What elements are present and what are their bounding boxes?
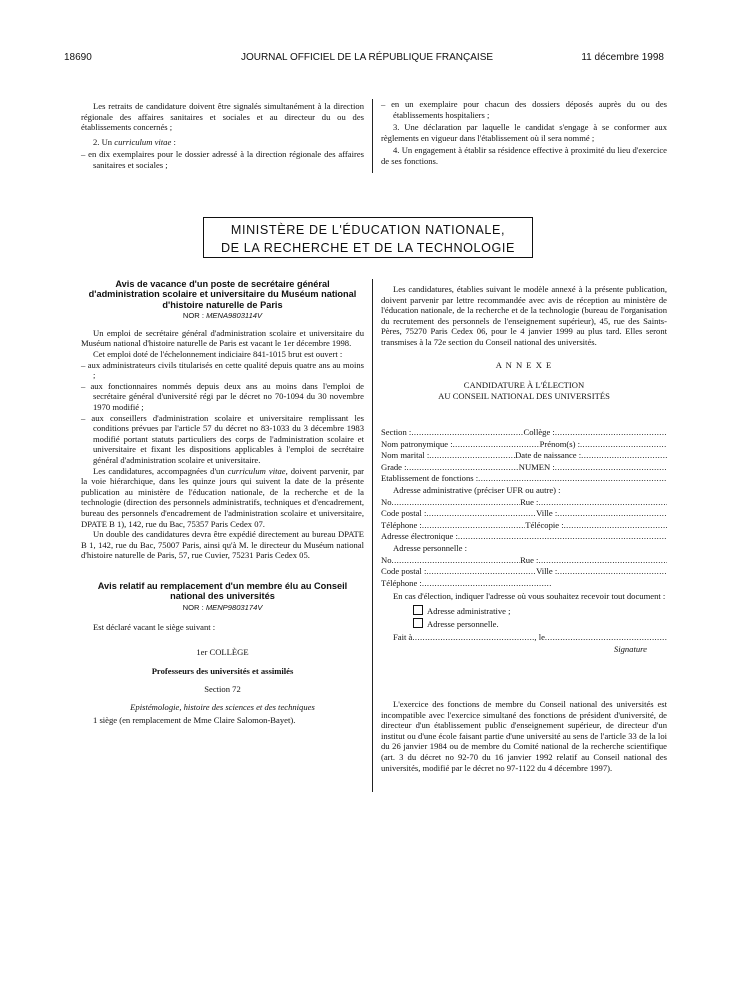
paragraph: – aux conseillers d'administration scolaire et universitaire remplissant les conditions prévues par l'article 57 du décret no 83-1033 du 3 décembre 1983 modifié portant statuts particuliers des corps de l'administration scolaire et universitaire et fixant les dispositions applicables à l'emploi de secrétaire général d'administration scolaire et universitaire.: [81, 412, 364, 465]
closing-paragraph-block: [381, 699, 667, 773]
paragraph: 1 siège (en remplacement de Mme Claire Salomon-Bayet).: [93, 715, 296, 726]
nor-reference: [81, 603, 364, 614]
fill-line[interactable]: [407, 462, 519, 474]
checkbox-icon[interactable]: [413, 618, 423, 628]
column-divider: [372, 99, 373, 173]
field-label: Téléphone :: [381, 577, 422, 588]
field-label: Adresse administrative (préciser UFR ou autre) :: [393, 484, 561, 495]
paragraph: – aux fonctionnaires nommés depuis deux ans au moins dans l'emploi de secrétaire général d'université régi par le décret no 70-1094 du 30 novembre 1970 modifié ;: [81, 380, 364, 412]
form-row: [381, 566, 667, 578]
top-right-column: [381, 99, 667, 167]
field-label: Prénom(s) :: [539, 438, 580, 449]
form-row: [381, 520, 667, 532]
field-label: Section :: [381, 427, 412, 437]
ministry-line: MINISTÈRE DE L'ÉDUCATION NATIONALE,: [230, 223, 506, 237]
journal-title: JOURNAL OFFICIEL DE LA RÉPUBLIQUE FRANÇAISE: [240, 52, 494, 63]
nor-reference: [81, 311, 364, 322]
field-label: Etablissement de fonctions :: [381, 473, 479, 484]
application-form: [381, 427, 667, 655]
field-label: Adresse personnelle :: [393, 542, 467, 553]
text: Les candidatures, accompagnées d'un: [93, 465, 228, 476]
paragraph: Un double des candidatures devra être expédié directement au bureau DPATE B 1, 142, rue du Bac, 75007 Paris, ainsi qu'à M. le directeur du Muséum national d'histoire naturelle de Paris, 57, rue Cuvier, 75231 Paris Cedex 05.: [81, 529, 364, 561]
left-column: [81, 279, 364, 726]
column-divider: [372, 279, 373, 792]
field-label: Télécopie :: [525, 519, 564, 530]
discipline-heading: Epistémologie, histoire des sciences et des techniques: [130, 701, 315, 712]
text: 2. Un: [93, 136, 115, 147]
fill-line[interactable]: [564, 520, 667, 532]
paragraph: – aux administrateurs civils titularisés en cette qualité depuis quatre ans au moins ;: [81, 359, 364, 381]
paragraph: Un emploi de secrétaire général d'administration scolaire et universitaire du Muséum national d'histoire naturelle de Paris est vacant le 1er décembre 1998.: [81, 327, 364, 349]
form-row: [381, 531, 667, 543]
top-left-column: [81, 101, 364, 171]
field-label: No: [381, 554, 392, 565]
option-label: Adresse administrative ;: [427, 605, 511, 616]
candidature-heading: CANDIDATURE À L'ÉLECTION: [463, 380, 585, 391]
paragraph: [81, 137, 364, 148]
text: MENA9803114V: [206, 311, 263, 321]
text: NOR :: [182, 311, 207, 321]
signature-label: Signature: [613, 643, 647, 654]
fill-line[interactable]: [426, 508, 536, 520]
paragraph: L'exercice des fonctions de membre du Conseil national des universités est incompatible avec l'exercice simultané des fonctions de président d'université, de directeur d'un établissement public d'enseignement supérieur, de directeur d'un institut ou d'une école faisant partie d'une université au sens de l'article 33 de la loi du 26 janvier 1984 ou de membre du Comité national de la recherche scientifique (art. 3 du décret no 92-70 du 16 janvier 1992 relatif au Conseil national des universités, modifié par le décret no 97-1122 du 4 décembre 1997).: [381, 699, 667, 773]
field-label: Fait à: [393, 632, 413, 643]
fill-line[interactable]: [555, 427, 667, 439]
text: curriculum vitae: [114, 136, 172, 147]
field-label: Nom patronymique :: [381, 438, 453, 449]
paragraph: 4. Un engagement à établir sa résidence effective à proximité du lieu d'exercice de ses fonctions.: [381, 145, 667, 166]
annexe-heading: A N N E X E: [495, 359, 553, 370]
form-row: [381, 543, 667, 555]
field-label: Ville :: [536, 566, 558, 577]
fill-line[interactable]: [453, 439, 540, 451]
candidature-heading: AU CONSEIL NATIONAL DES UNIVERSITÉS: [438, 390, 610, 401]
text: :: [171, 136, 176, 147]
field-label: No: [381, 496, 392, 507]
option-label: Adresse personnelle.: [427, 618, 499, 629]
checkbox-icon[interactable]: [413, 605, 423, 615]
notice-title: Avis de vacance d'un poste de secrétaire général d'administration scolaire et universitaire du Muséum national d'histoire naturelle de Paris: [88, 279, 357, 310]
notice-title: Avis relatif au remplacement d'un membre élu au Conseil national des universités: [97, 580, 348, 602]
college-heading: 1er COLLÈGE: [196, 646, 249, 657]
paragraph: Est déclaré vacant le siège suivant :: [93, 622, 216, 633]
ministry-heading: [203, 217, 533, 258]
field-label: Code postal :: [381, 508, 427, 519]
text: curriculum vitae,: [227, 465, 288, 476]
paragraph: – en dix exemplaires pour le dossier adressé à la direction régionale des affaires sanitaires et sociales ;: [81, 149, 364, 170]
form-row: [381, 473, 667, 485]
field-label: Rue :: [520, 554, 539, 565]
field-label: Code postal :: [381, 566, 427, 577]
paragraph: Les candidatures, établies suivant le modèle annexé à la présente publication, doivent parvenir par lettre recommandée avec avis de réception au ministère de l'éducation nationale, de la recherche et de la technologie (bureau de l'organisation du recrutement des personnels de l'enseignement supérieur), 45, rue des Saints-Pères, 75270 Paris Cedex 06, pour le 4 janvier 1999 au plus tard. Elles seront transmises à la 72e section du Conseil national des universités.: [381, 284, 667, 347]
fill-line[interactable]: [580, 439, 667, 451]
field-label: NUMEN :: [518, 461, 555, 472]
fill-line[interactable]: [392, 555, 521, 567]
paragraph: En cas d'élection, indiquer l'adresse où vous souhaitez recevoir tout document :: [393, 591, 666, 602]
form-row: [381, 632, 667, 644]
paragraph: – en un exemplaire pour chacun des dossiers déposés auprès du ou des établissements hospitaliers ;: [381, 99, 667, 120]
fill-line[interactable]: [411, 427, 523, 439]
fill-line[interactable]: [538, 497, 667, 509]
paragraph: 3. Une déclaration par laquelle le candidat s'engage à se conformer aux règlements en vigueur dans l'établissement où il sera nommé ;: [381, 122, 667, 143]
form-row: [381, 485, 667, 497]
checkbox-option[interactable]: [381, 605, 667, 618]
paragraph: Les retraits de candidature doivent être signalés simultanément à la direction régionale des affaires sanitaires et sociales et au directeur du ou des établissements concernés ;: [81, 101, 364, 133]
text: MENP9803174V: [205, 602, 263, 612]
fill-line[interactable]: [426, 566, 536, 578]
fill-line[interactable]: [581, 450, 667, 462]
form-row: [381, 462, 667, 474]
fill-line[interactable]: [557, 508, 667, 520]
field-label: Ville :: [536, 508, 558, 519]
fill-line[interactable]: [412, 632, 534, 644]
fill-line[interactable]: [422, 578, 552, 590]
field-label: Collège :: [523, 427, 555, 437]
paragraph: Cet emploi doté de l'échelonnement indiciaire 841-1015 brut est ouvert :: [93, 349, 343, 359]
field-label: Date de naissance :: [515, 450, 582, 461]
text: doivent parvenir, par la voie hiérarchique, dans les quinze jours qui suivent la date de la présente publication au ministère de l'éducation nationale, de la recherche et de la technologie (direction des personnels administratifs, techniques et d'encadrement, bureau des personnels d'encadrement de l'administration scolaire et universitaire, DPATE B 1), 142, rue du Bac, 75357 Paris Cedex 07.: [81, 465, 365, 529]
field-label: Grade :: [381, 461, 407, 472]
form-row: [381, 439, 667, 451]
fill-line[interactable]: [422, 520, 525, 532]
fill-line[interactable]: [429, 450, 515, 462]
fill-line[interactable]: [392, 497, 521, 509]
field-label: Téléphone :: [381, 519, 422, 530]
fill-line[interactable]: [538, 555, 667, 567]
checkbox-option[interactable]: [381, 618, 667, 631]
ministry-line: DE LA RECHERCHE ET DE LA TECHNOLOGIE: [220, 241, 516, 255]
form-row: [381, 555, 667, 567]
page-number: 18690: [64, 52, 92, 63]
field-label: Adresse électronique :: [381, 531, 458, 542]
text: NOR :: [182, 602, 206, 612]
fill-line[interactable]: [458, 531, 667, 543]
field-label: Rue :: [520, 496, 539, 507]
issue-date: 11 décembre 1998: [581, 52, 664, 63]
field-label: , le: [534, 632, 545, 643]
form-row: [381, 497, 667, 509]
fill-line[interactable]: [545, 632, 667, 644]
form-row: [381, 578, 667, 590]
section-heading: Section 72: [204, 684, 241, 695]
profs-heading: Professeurs des universités et assimilés: [151, 666, 294, 677]
fill-line[interactable]: [557, 566, 667, 578]
right-column: [381, 284, 667, 401]
paragraph: [81, 466, 364, 530]
fill-line[interactable]: [555, 462, 667, 474]
fill-line[interactable]: [478, 473, 667, 485]
form-row: [381, 508, 667, 520]
field-label: Nom marital :: [381, 450, 430, 461]
form-row: [381, 427, 667, 439]
form-row: [381, 450, 667, 462]
